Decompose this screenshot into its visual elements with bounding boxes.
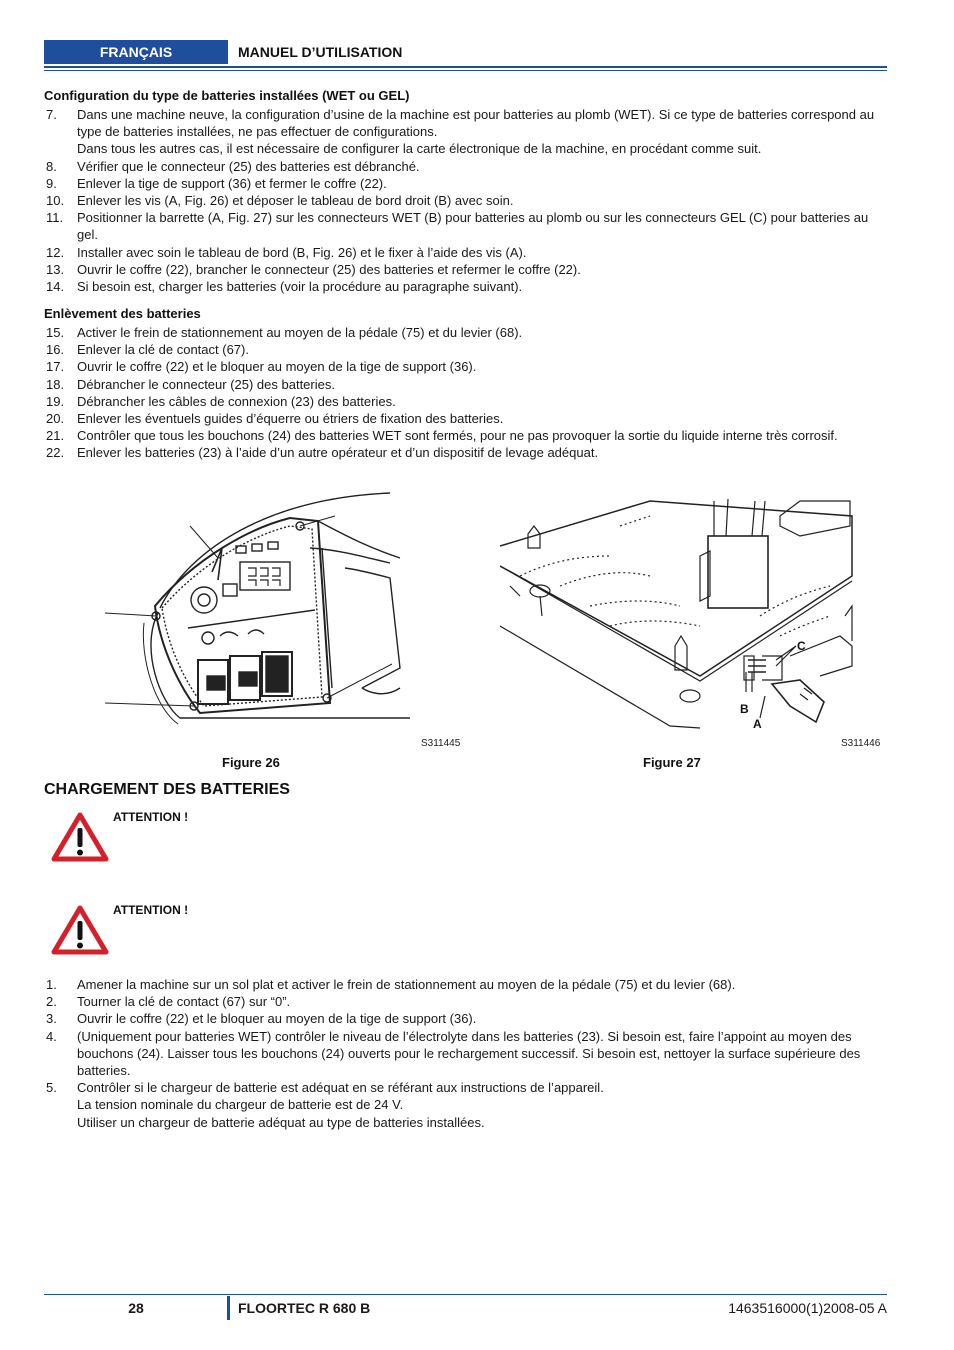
section-heading-removal: Enlèvement des batteries [44, 306, 201, 321]
figure-27-code: S311446 [841, 738, 881, 749]
list-item [44, 175, 887, 192]
product-name: FLOORTEC R 680 B [238, 1300, 371, 1316]
list-item [44, 106, 887, 158]
figure-27-label-a: A [753, 717, 762, 731]
section-heading-config: Configuration du type de batteries installées (WET ou GEL) [44, 88, 410, 103]
list-item-text: La tension nominale du chargeur de batterie est de 24 V. [77, 1097, 404, 1113]
list-item-number: 20. [46, 411, 65, 427]
list-item-text: Dans une machine neuve, la configuration d’usine de la machine est pour batteries au plomb (WET). Si ce type de batteries correspond au type de batteries installées, ne pas effectuer de configurations. [77, 107, 875, 140]
removal-steps-list [44, 324, 887, 462]
list-item-number: 13. [46, 261, 65, 277]
list-item-text: Positionner la barrette (A, Fig. 27) sur les connecteurs WET (B) pour batteries au plomb ou sur les connecteurs GEL (C) pour batteries au gel. [77, 210, 869, 243]
list-item-text: (Uniquement pour batteries WET) contrôler le niveau de l’électrolyte dans les batteries (23). Si besoin est, faire l’appoint au moyen des bouchons (24). Laisser tous les bouchons (24) ouverts pour le rechargement successif. Si besoin est, nettoyer la surface supérieure des batteries. [77, 1028, 861, 1079]
list-item-text: Activer le frein de stationnement au moyen de la pédale (75) et du levier (68). [77, 325, 523, 340]
document-code: 1463516000(1)2008-05 A [728, 1300, 887, 1316]
list-item [44, 358, 887, 375]
figure-26-code: S311445 [421, 738, 461, 749]
list-item [44, 1079, 887, 1131]
warning-2-text: ATTENTION ! [113, 903, 189, 917]
list-item [44, 261, 887, 278]
list-item-number: 8. [46, 158, 57, 174]
list-item-text: Enlever la clé de contact (67). [77, 342, 249, 358]
list-item-text: Tourner la clé de contact (67) sur “0”. [77, 994, 291, 1010]
list-item [44, 976, 887, 993]
list-item-text: Contrôler que tous les bouchons (24) des batteries WET sont fermés, pour ne pas provoquer la sortie du liquide interne très corrosif. [77, 428, 838, 444]
list-item [44, 1028, 887, 1080]
list-item-text: Vérifier que le connecteur (25) des batteries est débranché. [77, 158, 420, 174]
list-item-number: 1. [46, 977, 57, 992]
list-item-text: Enlever les vis (A, Fig. 26) et déposer le tableau de bord droit (B) avec soin. [77, 193, 514, 209]
list-item [44, 427, 887, 444]
list-item-number: 5. [46, 1080, 57, 1096]
list-item [44, 209, 887, 243]
list-item-text: Enlever la tige de support (36) et fermer le coffre (22). [77, 175, 387, 191]
list-item-text: Ouvrir le coffre (22) et le bloquer au moyen de la tige de support (36). [77, 1011, 477, 1027]
footer-divider [227, 1296, 230, 1320]
list-item [44, 158, 887, 175]
list-item [44, 1010, 887, 1027]
manual-title: MANUEL D’UTILISATION [238, 44, 403, 60]
warning-triangle-icon [51, 905, 109, 955]
list-item-number: 18. [46, 376, 65, 392]
header-rule-thin [44, 70, 887, 71]
charging-heading: CHARGEMENT DES BATTERIES [44, 781, 290, 798]
figure-27-label-c: C [797, 639, 806, 653]
list-item-number: 2. [46, 994, 57, 1010]
list-item-number: 22. [46, 445, 65, 461]
list-item-text: Débrancher le connecteur (25) des batteries. [77, 376, 335, 392]
list-item-text: Contrôler si le chargeur de batterie est adéquat en se référant aux instructions de l’appareil. [77, 1080, 604, 1096]
figure-26-caption: Figure 26 [222, 755, 280, 770]
language-tab: FRANÇAIS [44, 40, 228, 64]
figure-27-circuit-board-illustration [500, 496, 855, 736]
config-steps-list [44, 106, 887, 295]
list-item-text: Ouvrir le coffre (22) et le bloquer au moyen de la tige de support (36). [77, 359, 477, 375]
list-item-number: 12. [46, 244, 65, 260]
list-item [44, 341, 887, 358]
list-item [44, 278, 887, 295]
charging-steps-list [44, 976, 887, 1131]
list-item-number: 14. [46, 279, 65, 295]
list-item-text: Utiliser un chargeur de batterie adéquat au type de batteries installées. [77, 1114, 485, 1130]
list-item-text: Enlever les batteries (23) à l’aide d’un autre opérateur et d’un dispositif de levage adéquat. [77, 445, 599, 461]
warning-1-text: ATTENTION ! [113, 810, 189, 824]
figure-27-caption: Figure 27 [643, 755, 701, 770]
list-item-text: Ouvrir le coffre (22), brancher le connecteur (25) des batteries et refermer le coffre (22). [77, 261, 581, 277]
page-number: 28 [128, 1300, 144, 1316]
list-item-number: 7. [46, 107, 57, 122]
list-item-number: 11. [46, 210, 64, 226]
list-item [44, 244, 887, 261]
list-item-number: 9. [46, 175, 57, 191]
figure-27-label-b: B [740, 702, 749, 716]
list-item [44, 393, 887, 410]
list-item [44, 993, 887, 1010]
list-item-number: 3. [46, 1011, 57, 1027]
list-item-text: Enlever les éventuels guides d’équerre ou étriers de fixation des batteries. [77, 411, 504, 427]
list-item [44, 444, 887, 461]
list-item-number: 17. [46, 359, 65, 375]
list-item [44, 192, 887, 209]
list-item-number: 16. [46, 342, 65, 358]
list-item-number: 4. [46, 1028, 57, 1044]
header-rule [44, 66, 887, 68]
list-item-number: 19. [46, 393, 65, 409]
list-item-text: Installer avec soin le tableau de bord (B, Fig. 26) et le fixer à l’aide des vis (A). [77, 244, 527, 260]
list-item [44, 376, 887, 393]
list-item-number: 10. [46, 193, 65, 209]
warning-triangle-icon [51, 812, 109, 862]
list-item-text: Débrancher les câbles de connexion (23) des batteries. [77, 393, 396, 409]
list-item-number: 21. [46, 428, 65, 444]
footer-rule [44, 1294, 887, 1295]
list-item [44, 410, 887, 427]
list-item-text: Si besoin est, charger les batteries (voir la procédure au paragraphe suivant). [77, 279, 523, 295]
list-item-text: Amener la machine sur un sol plat et activer le frein de stationnement au moyen de la pédale (75) et du levier (68). [77, 977, 736, 992]
figure-26-dashboard-illustration [100, 488, 415, 743]
list-item-number: 15. [46, 325, 65, 340]
list-item [44, 324, 887, 341]
list-item-text: Dans tous les autres cas, il est nécessaire de configurer la carte électronique de la machine, en procédant comme suit. [77, 141, 762, 157]
